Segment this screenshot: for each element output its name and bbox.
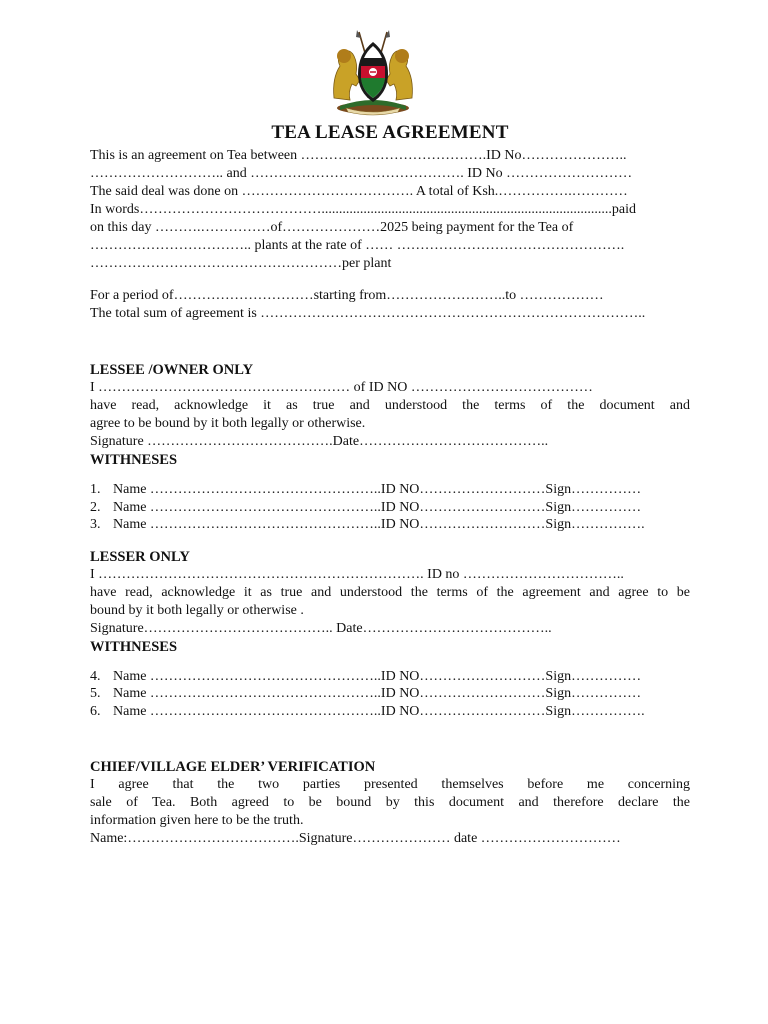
period-line: For a period of…………………………starting from……………………..to ……………… (90, 288, 604, 303)
lessee-witnesses-heading: WITHNESES (90, 452, 178, 468)
witness-number: 3. (90, 517, 101, 532)
lesser-heading: LESSER ONLY (90, 548, 190, 565)
verification-line-3: information given here to be the truth. (90, 813, 304, 828)
agreement-body (90, 147, 690, 848)
intro-line-4: In words…………………………………...................................................................................paid (90, 202, 636, 217)
witness-number: 6. (90, 703, 101, 719)
verification-line-1: I agree that the two parties presented themselves before me concerning (90, 777, 690, 792)
witness-text: Name …………………………………………..ID NO………………………Sign…………… (113, 499, 642, 515)
intro-line-6: …………………………….. plants at the rate of …… …………………………………………. (90, 238, 625, 253)
verification-heading: CHIEF/VILLAGE ELDER’ VERIFICATION (90, 759, 376, 775)
document-title: TEA LEASE AGREEMENT (271, 122, 509, 143)
witness-item (90, 668, 690, 686)
witness-item (90, 481, 690, 499)
lessee-witness-list (90, 481, 690, 534)
witness-item (90, 703, 690, 721)
witness-text: Name …………………………………………..ID NO………………………Sign…………… (113, 482, 642, 497)
witness-text: Name …………………………………………..ID NO………………………Sign……………. (113, 703, 645, 719)
witness-item (90, 516, 690, 534)
lessee-signature-line: Signature ………………………………….Date………………………………….. (90, 434, 549, 449)
lessee-heading: LESSEE /OWNER ONLY (90, 362, 254, 378)
witness-text: Name …………………………………………..ID NO………………………Sign…………… (113, 668, 642, 684)
intro-line-5: on this day ……….……………of…………………2025 being payment for the Tea of (90, 220, 574, 235)
total-sum-line: The total sum of agreement is ……………………………………………………………………….. (90, 306, 646, 321)
lesser-line-1: I ……………………………………………………………. ID no …………………………….. (90, 566, 624, 582)
intro-line-2: ……………………….. and ………………………………………. ID No ……………………… (90, 166, 633, 181)
witness-number: 1. (90, 482, 101, 497)
witness-text: Name …………………………………………..ID NO………………………Sign……………. (113, 517, 645, 532)
lesser-signature-line: Signature………………………………….. Date………………………………….. (90, 620, 552, 636)
lesser-witnesses-heading: WITHNESES (90, 638, 178, 655)
intro-line-1: This is an agreement on Tea between ………………………………….ID No………………….. (90, 148, 627, 163)
verification-name-signature-line: Name:……………………………….Signature………………… date ………………………… (90, 831, 621, 846)
lesser-line-3: bound by it both legally or otherwise . (90, 602, 304, 618)
lessee-line-3: agree to be bound by it both legally or otherwise. (90, 416, 366, 431)
witness-item (90, 685, 690, 703)
lessee-line-1: I ……………………………………………… of ID NO ………………………………… (90, 380, 593, 395)
witness-number: 5. (90, 686, 101, 701)
lesser-line-2: have read, acknowledge it as true and understood the terms of the agreement and agree to be (90, 584, 690, 600)
lessee-line-2: have read, acknowledge it as true and understood the terms of the document and (90, 398, 690, 413)
intro-line-3: The said deal was done on ………………………………. A total of Ksh.…………….………… (90, 184, 628, 199)
witness-number: 2. (90, 499, 101, 515)
witness-text: Name …………………………………………..ID NO………………………Sign…………… (113, 686, 642, 701)
kenya-coat-of-arms-icon (326, 28, 420, 116)
witness-number: 4. (90, 668, 101, 684)
intro-line-7: ………………………………………………per plant (90, 256, 392, 271)
witness-item (90, 499, 690, 517)
verification-line-2: sale of Tea. Both agreed to be bound by this document and therefore declare the (90, 795, 690, 810)
lesser-witness-list (90, 668, 690, 721)
